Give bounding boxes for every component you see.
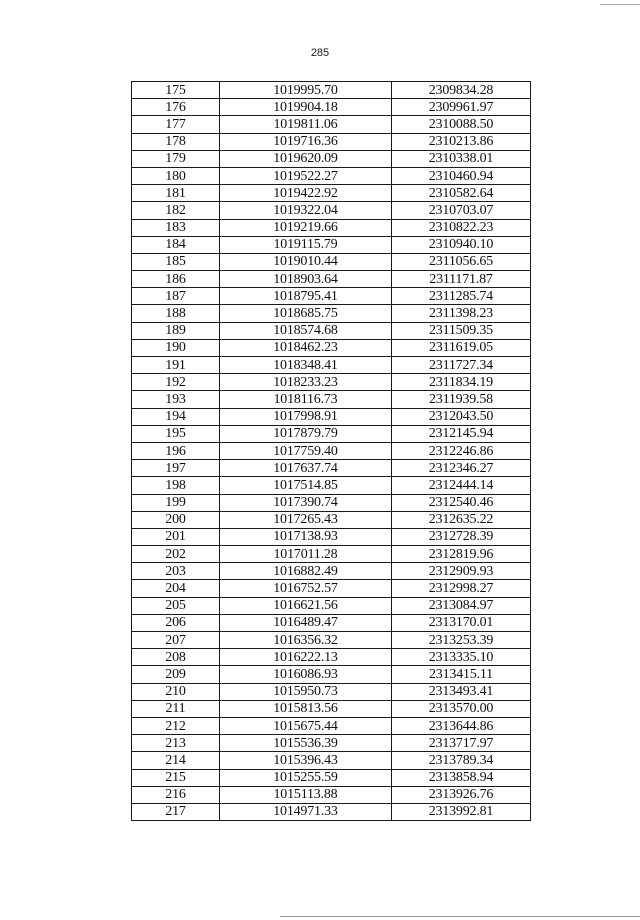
point-number-cell: 195 xyxy=(132,425,220,442)
point-number-cell: 203 xyxy=(132,563,220,580)
y-coordinate-cell: 2313084.97 xyxy=(392,597,531,614)
table-row xyxy=(132,786,531,803)
point-number-cell: 184 xyxy=(132,236,220,253)
y-coordinate-cell: 2313335.10 xyxy=(392,649,531,666)
point-number-cell: 212 xyxy=(132,717,220,734)
point-number-cell: 217 xyxy=(132,803,220,820)
x-coordinate-cell: 1017514.85 xyxy=(220,477,392,494)
table-row xyxy=(132,735,531,752)
y-coordinate-cell: 2313992.81 xyxy=(392,803,531,820)
table-row xyxy=(132,717,531,734)
table-row xyxy=(132,391,531,408)
x-coordinate-cell: 1017879.79 xyxy=(220,425,392,442)
x-coordinate-cell: 1018685.75 xyxy=(220,305,392,322)
table-row xyxy=(132,769,531,786)
x-coordinate-cell: 1017011.28 xyxy=(220,546,392,563)
point-number-cell: 182 xyxy=(132,202,220,219)
y-coordinate-cell: 2313253.39 xyxy=(392,632,531,649)
y-coordinate-cell: 2310703.07 xyxy=(392,202,531,219)
y-coordinate-cell: 2313644.86 xyxy=(392,717,531,734)
table-row xyxy=(132,528,531,545)
y-coordinate-cell: 2312998.27 xyxy=(392,580,531,597)
point-number-cell: 183 xyxy=(132,219,220,236)
table-row xyxy=(132,649,531,666)
page-number: 285 xyxy=(310,47,330,59)
point-number-cell: 197 xyxy=(132,460,220,477)
table-row xyxy=(132,271,531,288)
y-coordinate-cell: 2312346.27 xyxy=(392,460,531,477)
y-coordinate-cell: 2310088.50 xyxy=(392,116,531,133)
x-coordinate-cell: 1015675.44 xyxy=(220,717,392,734)
y-coordinate-cell: 2310582.64 xyxy=(392,185,531,202)
x-coordinate-cell: 1017390.74 xyxy=(220,494,392,511)
coordinates-table-body xyxy=(132,82,531,821)
point-number-cell: 211 xyxy=(132,700,220,717)
table-row xyxy=(132,236,531,253)
x-coordinate-cell: 1016621.56 xyxy=(220,597,392,614)
x-coordinate-cell: 1018903.64 xyxy=(220,271,392,288)
point-number-cell: 196 xyxy=(132,442,220,459)
point-number-cell: 188 xyxy=(132,305,220,322)
table-row xyxy=(132,632,531,649)
y-coordinate-cell: 2310213.86 xyxy=(392,133,531,150)
y-coordinate-cell: 2313789.34 xyxy=(392,752,531,769)
table-row xyxy=(132,99,531,116)
table-row xyxy=(132,288,531,305)
table-row xyxy=(132,563,531,580)
point-number-cell: 207 xyxy=(132,632,220,649)
point-number-cell: 186 xyxy=(132,271,220,288)
point-number-cell: 192 xyxy=(132,374,220,391)
point-number-cell: 175 xyxy=(132,82,220,99)
x-coordinate-cell: 1015536.39 xyxy=(220,735,392,752)
table-row xyxy=(132,477,531,494)
y-coordinate-cell: 2312540.46 xyxy=(392,494,531,511)
table-row xyxy=(132,803,531,820)
x-coordinate-cell: 1019010.44 xyxy=(220,253,392,270)
y-coordinate-cell: 2312444.14 xyxy=(392,477,531,494)
x-coordinate-cell: 1019811.06 xyxy=(220,116,392,133)
table-row xyxy=(132,167,531,184)
x-coordinate-cell: 1017138.93 xyxy=(220,528,392,545)
x-coordinate-cell: 1018233.23 xyxy=(220,374,392,391)
scan-edge-mark xyxy=(600,4,640,5)
table-row xyxy=(132,494,531,511)
y-coordinate-cell: 2311398.23 xyxy=(392,305,531,322)
x-coordinate-cell: 1018116.73 xyxy=(220,391,392,408)
y-coordinate-cell: 2310338.01 xyxy=(392,150,531,167)
y-coordinate-cell: 2312819.96 xyxy=(392,546,531,563)
coordinates-table xyxy=(131,81,531,821)
point-number-cell: 176 xyxy=(132,99,220,116)
y-coordinate-cell: 2313570.00 xyxy=(392,700,531,717)
point-number-cell: 206 xyxy=(132,614,220,631)
point-number-cell: 189 xyxy=(132,322,220,339)
y-coordinate-cell: 2312043.50 xyxy=(392,408,531,425)
x-coordinate-cell: 1017265.43 xyxy=(220,511,392,528)
x-coordinate-cell: 1018348.41 xyxy=(220,357,392,374)
table-row xyxy=(132,597,531,614)
point-number-cell: 205 xyxy=(132,597,220,614)
point-number-cell: 214 xyxy=(132,752,220,769)
x-coordinate-cell: 1019904.18 xyxy=(220,99,392,116)
point-number-cell: 185 xyxy=(132,253,220,270)
point-number-cell: 190 xyxy=(132,339,220,356)
table-row xyxy=(132,339,531,356)
x-coordinate-cell: 1017637.74 xyxy=(220,460,392,477)
table-row xyxy=(132,511,531,528)
table-row xyxy=(132,219,531,236)
point-number-cell: 178 xyxy=(132,133,220,150)
table-row xyxy=(132,185,531,202)
point-number-cell: 179 xyxy=(132,150,220,167)
point-number-cell: 216 xyxy=(132,786,220,803)
point-number-cell: 200 xyxy=(132,511,220,528)
table-row xyxy=(132,116,531,133)
table-row xyxy=(132,614,531,631)
x-coordinate-cell: 1018574.68 xyxy=(220,322,392,339)
y-coordinate-cell: 2313858.94 xyxy=(392,769,531,786)
y-coordinate-cell: 2310940.10 xyxy=(392,236,531,253)
point-number-cell: 198 xyxy=(132,477,220,494)
table-row xyxy=(132,700,531,717)
table-row xyxy=(132,82,531,99)
x-coordinate-cell: 1019620.09 xyxy=(220,150,392,167)
point-number-cell: 213 xyxy=(132,735,220,752)
point-number-cell: 201 xyxy=(132,528,220,545)
table-row xyxy=(132,442,531,459)
table-row xyxy=(132,202,531,219)
x-coordinate-cell: 1017759.40 xyxy=(220,442,392,459)
point-number-cell: 191 xyxy=(132,357,220,374)
y-coordinate-cell: 2310460.94 xyxy=(392,167,531,184)
y-coordinate-cell: 2313170.01 xyxy=(392,614,531,631)
x-coordinate-cell: 1019995.70 xyxy=(220,82,392,99)
point-number-cell: 204 xyxy=(132,580,220,597)
y-coordinate-cell: 2312728.39 xyxy=(392,528,531,545)
y-coordinate-cell: 2311509.35 xyxy=(392,322,531,339)
table-row xyxy=(132,683,531,700)
x-coordinate-cell: 1015396.43 xyxy=(220,752,392,769)
x-coordinate-cell: 1016882.49 xyxy=(220,563,392,580)
table-row xyxy=(132,425,531,442)
x-coordinate-cell: 1019115.79 xyxy=(220,236,392,253)
y-coordinate-cell: 2309834.28 xyxy=(392,82,531,99)
point-number-cell: 209 xyxy=(132,666,220,683)
y-coordinate-cell: 2312246.86 xyxy=(392,442,531,459)
x-coordinate-cell: 1019322.04 xyxy=(220,202,392,219)
x-coordinate-cell: 1014971.33 xyxy=(220,803,392,820)
table-row xyxy=(132,460,531,477)
y-coordinate-cell: 2313717.97 xyxy=(392,735,531,752)
point-number-cell: 177 xyxy=(132,116,220,133)
point-number-cell: 194 xyxy=(132,408,220,425)
y-coordinate-cell: 2313415.11 xyxy=(392,666,531,683)
y-coordinate-cell: 2311056.65 xyxy=(392,253,531,270)
x-coordinate-cell: 1019716.36 xyxy=(220,133,392,150)
table-row xyxy=(132,408,531,425)
x-coordinate-cell: 1018795.41 xyxy=(220,288,392,305)
table-row xyxy=(132,357,531,374)
y-coordinate-cell: 2309961.97 xyxy=(392,99,531,116)
table-row xyxy=(132,666,531,683)
y-coordinate-cell: 2310822.23 xyxy=(392,219,531,236)
x-coordinate-cell: 1016222.13 xyxy=(220,649,392,666)
point-number-cell: 210 xyxy=(132,683,220,700)
point-number-cell: 180 xyxy=(132,167,220,184)
y-coordinate-cell: 2311727.34 xyxy=(392,357,531,374)
x-coordinate-cell: 1016086.93 xyxy=(220,666,392,683)
y-coordinate-cell: 2311619.05 xyxy=(392,339,531,356)
point-number-cell: 215 xyxy=(132,769,220,786)
scan-edge-mark-bottom xyxy=(280,916,640,917)
x-coordinate-cell: 1015113.88 xyxy=(220,786,392,803)
x-coordinate-cell: 1015950.73 xyxy=(220,683,392,700)
y-coordinate-cell: 2311834.19 xyxy=(392,374,531,391)
table-row xyxy=(132,305,531,322)
x-coordinate-cell: 1019522.27 xyxy=(220,167,392,184)
x-coordinate-cell: 1016489.47 xyxy=(220,614,392,631)
point-number-cell: 193 xyxy=(132,391,220,408)
point-number-cell: 187 xyxy=(132,288,220,305)
table-row xyxy=(132,150,531,167)
table-row xyxy=(132,546,531,563)
table-row xyxy=(132,253,531,270)
y-coordinate-cell: 2311939.58 xyxy=(392,391,531,408)
x-coordinate-cell: 1018462.23 xyxy=(220,339,392,356)
point-number-cell: 181 xyxy=(132,185,220,202)
x-coordinate-cell: 1016752.57 xyxy=(220,580,392,597)
table-row xyxy=(132,580,531,597)
x-coordinate-cell: 1015255.59 xyxy=(220,769,392,786)
y-coordinate-cell: 2312909.93 xyxy=(392,563,531,580)
y-coordinate-cell: 2311285.74 xyxy=(392,288,531,305)
y-coordinate-cell: 2313926.76 xyxy=(392,786,531,803)
x-coordinate-cell: 1019219.66 xyxy=(220,219,392,236)
x-coordinate-cell: 1019422.92 xyxy=(220,185,392,202)
x-coordinate-cell: 1015813.56 xyxy=(220,700,392,717)
y-coordinate-cell: 2312635.22 xyxy=(392,511,531,528)
x-coordinate-cell: 1016356.32 xyxy=(220,632,392,649)
point-number-cell: 199 xyxy=(132,494,220,511)
y-coordinate-cell: 2313493.41 xyxy=(392,683,531,700)
x-coordinate-cell: 1017998.91 xyxy=(220,408,392,425)
table-row xyxy=(132,322,531,339)
table-row xyxy=(132,374,531,391)
table-row xyxy=(132,752,531,769)
y-coordinate-cell: 2312145.94 xyxy=(392,425,531,442)
point-number-cell: 208 xyxy=(132,649,220,666)
point-number-cell: 202 xyxy=(132,546,220,563)
y-coordinate-cell: 2311171.87 xyxy=(392,271,531,288)
table-row xyxy=(132,133,531,150)
